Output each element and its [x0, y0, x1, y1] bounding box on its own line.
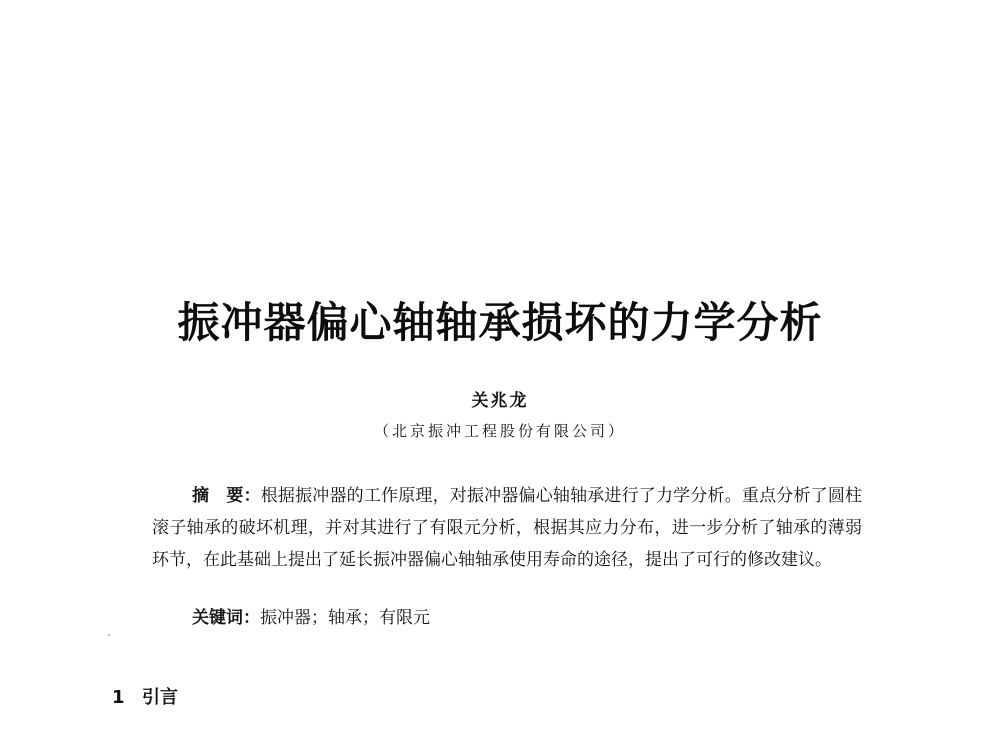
keywords-text: 振冲器；轴承；有限元: [260, 608, 430, 628]
abstract: [152, 480, 862, 576]
author-affiliation: （北京振冲工程股份有限公司）: [373, 422, 626, 440]
abstract-text: 根据振冲器的工作原理，对振冲器偏心轴轴承进行了力学分析。重点分析了圆柱滚子轴承的破坏机理，并对其进行了有限元分析，根据其应力分布，进一步分析了轴承的薄弱环节，在此基础上提出了延长振冲器偏心轴轴承使用寿命的途径，提出了可行的修改建议。: [152, 486, 863, 570]
abstract-label: 摘 要：: [192, 486, 261, 506]
section-number: 1: [112, 687, 125, 708]
author-name: 关兆龙: [471, 391, 529, 411]
paper-title: 振冲器偏心轴轴承损坏的力学分析: [177, 298, 823, 347]
section-title: 引言: [142, 687, 178, 708]
section-heading: [112, 683, 178, 709]
keywords-label: 关键词：: [192, 608, 260, 628]
keywords: [192, 603, 430, 628]
scan-speck: [108, 634, 110, 636]
